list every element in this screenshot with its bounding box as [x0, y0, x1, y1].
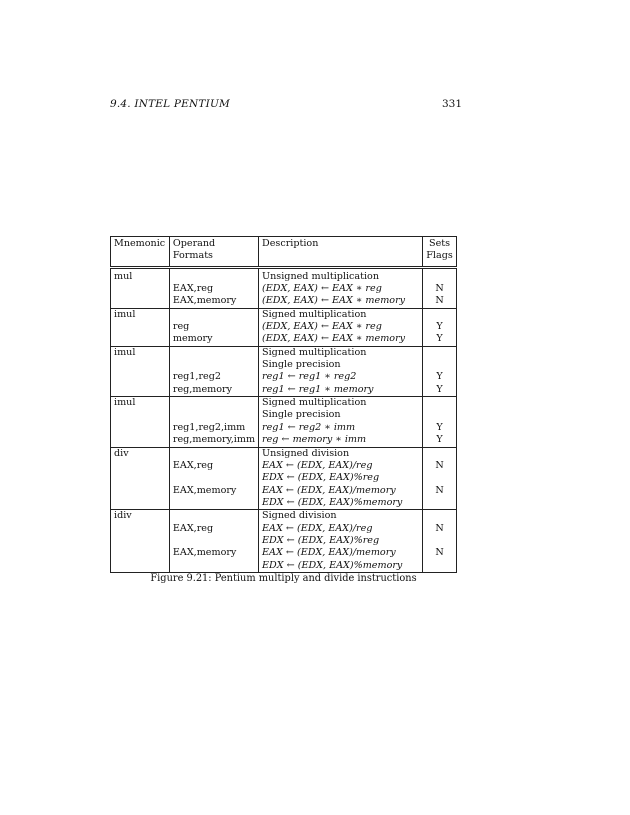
cell-flags-text: Y: [436, 421, 443, 433]
cell-mnemonic: [111, 422, 170, 434]
cell-operand-text: EAX,memory: [172, 484, 237, 496]
cell-operand-text: EAX,memory: [172, 547, 237, 559]
table-row: [111, 384, 457, 397]
cell-description-text: Signed division: [262, 510, 337, 522]
cell-description: [259, 447, 423, 460]
col-header-flags-line1: Sets: [429, 238, 451, 249]
cell-flags: [423, 523, 457, 535]
table-row: [111, 283, 457, 295]
cell-description: [259, 321, 423, 333]
table-row: [111, 295, 457, 308]
table-row: [111, 308, 457, 321]
cell-operand-text: reg: [172, 321, 190, 333]
table-row: [111, 510, 457, 523]
cell-flags: [423, 267, 457, 283]
cell-description: [259, 295, 423, 308]
cell-description-text: reg1 ← reg2 ∗ imm: [262, 421, 356, 433]
col-header-mnemonic-label: Mnemonic: [114, 238, 166, 249]
table-row: [111, 447, 457, 460]
cell-flags: [423, 409, 457, 421]
cell-mnemonic: [111, 485, 170, 497]
cell-mnemonic-text: imul: [114, 397, 136, 409]
cell-flags: [423, 346, 457, 359]
instruction-group: [111, 346, 457, 396]
cell-description-text: EDX ← (EDX, EAX)%reg: [262, 534, 380, 546]
instruction-group: [111, 397, 457, 447]
col-header-flags: [423, 237, 457, 268]
cell-mnemonic: [111, 447, 170, 460]
cell-description: [259, 434, 423, 447]
cell-description: [259, 283, 423, 295]
cell-operand-text: memory: [172, 333, 213, 345]
table-row: [111, 560, 457, 573]
cell-description: [259, 510, 423, 523]
table-row: [111, 535, 457, 547]
figure-caption: Figure 9.21: Pentium multiply and divide instructions: [150, 573, 417, 584]
cell-description-text: EDX ← (EDX, EAX)%reg: [262, 472, 380, 484]
table-row: [111, 422, 457, 434]
cell-description: [259, 560, 423, 573]
table-header: [111, 237, 457, 268]
table-row: [111, 472, 457, 484]
cell-mnemonic: [111, 397, 170, 410]
table-row: [111, 397, 457, 410]
cell-description-text: Single precision: [262, 359, 341, 371]
instruction-group: [111, 447, 457, 510]
cell-operand: [169, 295, 258, 308]
cell-flags-text: Y: [436, 333, 443, 345]
cell-mnemonic: [111, 560, 170, 573]
cell-flags: [423, 485, 457, 497]
table-row: [111, 434, 457, 447]
cell-flags: [423, 460, 457, 472]
table-row: [111, 547, 457, 559]
cell-mnemonic: [111, 359, 170, 371]
table-row: [111, 267, 457, 283]
cell-operand-text: reg,memory,imm: [172, 434, 256, 446]
cell-mnemonic-text: div: [114, 447, 129, 459]
cell-flags: [423, 333, 457, 346]
cell-operand: [169, 485, 258, 497]
cell-operand: [169, 397, 258, 410]
cell-mnemonic: [111, 472, 170, 484]
cell-operand: [169, 472, 258, 484]
cell-flags-text: N: [435, 522, 444, 534]
cell-flags-text: Y: [436, 371, 443, 383]
cell-flags: [423, 384, 457, 397]
cell-description: [259, 346, 423, 359]
col-header-flags-line2: Flags: [426, 250, 453, 262]
cell-mnemonic: [111, 283, 170, 295]
cell-description: [259, 384, 423, 397]
cell-mnemonic-text: imul: [114, 346, 136, 358]
table-row: [111, 371, 457, 383]
page-number: 331: [441, 98, 462, 110]
cell-operand: [169, 409, 258, 421]
cell-description: [259, 422, 423, 434]
instruction-group: [111, 510, 457, 573]
cell-mnemonic: [111, 434, 170, 447]
cell-flags: [423, 547, 457, 559]
cell-description: [259, 547, 423, 559]
cell-mnemonic: [111, 333, 170, 346]
table-row: [111, 485, 457, 497]
section-title: 9.4. INTEL PENTIUM: [110, 98, 230, 110]
cell-flags-text: N: [435, 283, 444, 295]
cell-description-text: reg1 ← reg1 ∗ reg2: [262, 371, 357, 383]
cell-mnemonic: [111, 547, 170, 559]
cell-description-text: EAX ← (EDX, EAX)/memory: [262, 547, 396, 559]
cell-flags-text: Y: [436, 383, 443, 395]
cell-flags: [423, 397, 457, 410]
cell-operand: [169, 346, 258, 359]
cell-description-text: Signed multiplication: [262, 308, 367, 320]
instruction-group: [111, 308, 457, 346]
cell-mnemonic: [111, 460, 170, 472]
cell-operand: [169, 371, 258, 383]
cell-mnemonic: [111, 308, 170, 321]
cell-description-text: (EDX, EAX) ← EAX ∗ reg: [262, 321, 382, 333]
cell-description-text: (EDX, EAX) ← EAX ∗ reg: [262, 283, 382, 295]
cell-flags-text: Y: [436, 321, 443, 333]
col-header-operand-line1: Operand: [172, 238, 216, 249]
cell-flags: [423, 321, 457, 333]
cell-flags-text: Y: [436, 434, 443, 446]
cell-flags: [423, 472, 457, 484]
cell-description: [259, 397, 423, 410]
cell-mnemonic: [111, 510, 170, 523]
table-row: [111, 497, 457, 510]
cell-operand-text: reg,memory: [172, 383, 232, 395]
table-row: [111, 359, 457, 371]
cell-description: [259, 523, 423, 535]
table-row: [111, 346, 457, 359]
cell-description: [259, 371, 423, 383]
cell-flags: [423, 283, 457, 295]
cell-description-text: Unsigned multiplication: [262, 270, 380, 282]
cell-flags: [423, 535, 457, 547]
cell-operand-text: reg1,reg2: [172, 371, 221, 383]
table-row: [111, 321, 457, 333]
cell-operand: [169, 535, 258, 547]
cell-mnemonic: [111, 535, 170, 547]
cell-operand-text: EAX,memory: [172, 295, 237, 307]
cell-mnemonic: [111, 523, 170, 535]
col-header-mnemonic: [111, 237, 170, 268]
cell-flags: [423, 371, 457, 383]
cell-description-text: EAX ← (EDX, EAX)/memory: [262, 484, 396, 496]
cell-description-text: EDX ← (EDX, EAX)%memory: [262, 496, 403, 508]
cell-description-text: Signed multiplication: [262, 397, 367, 409]
cell-flags-text: N: [435, 484, 444, 496]
cell-flags: [423, 560, 457, 573]
cell-operand-text: reg1,reg2,imm: [172, 421, 246, 433]
cell-description: [259, 460, 423, 472]
cell-description-text: Signed multiplication: [262, 346, 367, 358]
cell-operand: [169, 384, 258, 397]
cell-operand: [169, 460, 258, 472]
cell-operand-text: EAX,reg: [172, 459, 214, 471]
cell-operand-text: EAX,reg: [172, 522, 214, 534]
cell-mnemonic: [111, 371, 170, 383]
instruction-table: [110, 236, 457, 573]
cell-operand: [169, 283, 258, 295]
cell-flags: [423, 510, 457, 523]
cell-flags-text: N: [435, 459, 444, 471]
cell-description-text: EAX ← (EDX, EAX)/reg: [262, 459, 373, 471]
cell-operand: [169, 434, 258, 447]
cell-operand: [169, 308, 258, 321]
cell-description-text: Single precision: [262, 409, 341, 421]
cell-operand: [169, 321, 258, 333]
instruction-group: [111, 267, 457, 308]
cell-description-text: (EDX, EAX) ← EAX ∗ memory: [262, 333, 406, 345]
table-row: [111, 523, 457, 535]
cell-flags: [423, 359, 457, 371]
cell-flags: [423, 422, 457, 434]
cell-description-text: EAX ← (EDX, EAX)/reg: [262, 522, 373, 534]
cell-description-text: reg ← memory ∗ imm: [262, 434, 367, 446]
cell-mnemonic: [111, 346, 170, 359]
cell-operand: [169, 497, 258, 510]
cell-operand: [169, 523, 258, 535]
cell-operand: [169, 267, 258, 283]
cell-flags: [423, 434, 457, 447]
table-row: [111, 460, 457, 472]
cell-description: [259, 267, 423, 283]
cell-description-text: Unsigned division: [262, 447, 350, 459]
table-row: [111, 333, 457, 346]
cell-description-text: reg1 ← reg1 ∗ memory: [262, 383, 374, 395]
cell-mnemonic: [111, 384, 170, 397]
cell-description: [259, 359, 423, 371]
cell-operand: [169, 547, 258, 559]
cell-operand: [169, 359, 258, 371]
cell-description: [259, 333, 423, 346]
cell-flags: [423, 308, 457, 321]
cell-description: [259, 308, 423, 321]
cell-description: [259, 497, 423, 510]
cell-mnemonic: [111, 267, 170, 283]
cell-operand: [169, 510, 258, 523]
table-row: [111, 409, 457, 421]
cell-flags-text: N: [435, 295, 444, 307]
cell-flags: [423, 295, 457, 308]
cell-mnemonic: [111, 497, 170, 510]
cell-mnemonic-text: mul: [114, 270, 133, 282]
cell-description-text: EDX ← (EDX, EAX)%memory: [262, 559, 403, 571]
cell-operand: [169, 333, 258, 346]
col-header-description-label: Description: [262, 238, 319, 249]
cell-description: [259, 409, 423, 421]
cell-description-text: (EDX, EAX) ← EAX ∗ memory: [262, 295, 406, 307]
cell-mnemonic-text: idiv: [114, 510, 132, 522]
cell-mnemonic-text: imul: [114, 308, 136, 320]
cell-operand: [169, 560, 258, 573]
cell-flags: [423, 447, 457, 460]
cell-mnemonic: [111, 295, 170, 308]
col-header-operand: [169, 237, 258, 268]
cell-operand: [169, 447, 258, 460]
cell-flags: [423, 497, 457, 510]
cell-description: [259, 472, 423, 484]
col-header-operand-line2: Formats: [172, 250, 213, 262]
cell-operand-text: EAX,reg: [172, 283, 214, 295]
cell-flags-text: N: [435, 547, 444, 559]
cell-description: [259, 485, 423, 497]
col-header-description: [259, 237, 423, 268]
cell-mnemonic: [111, 409, 170, 421]
cell-operand: [169, 422, 258, 434]
cell-description: [259, 535, 423, 547]
cell-mnemonic: [111, 321, 170, 333]
